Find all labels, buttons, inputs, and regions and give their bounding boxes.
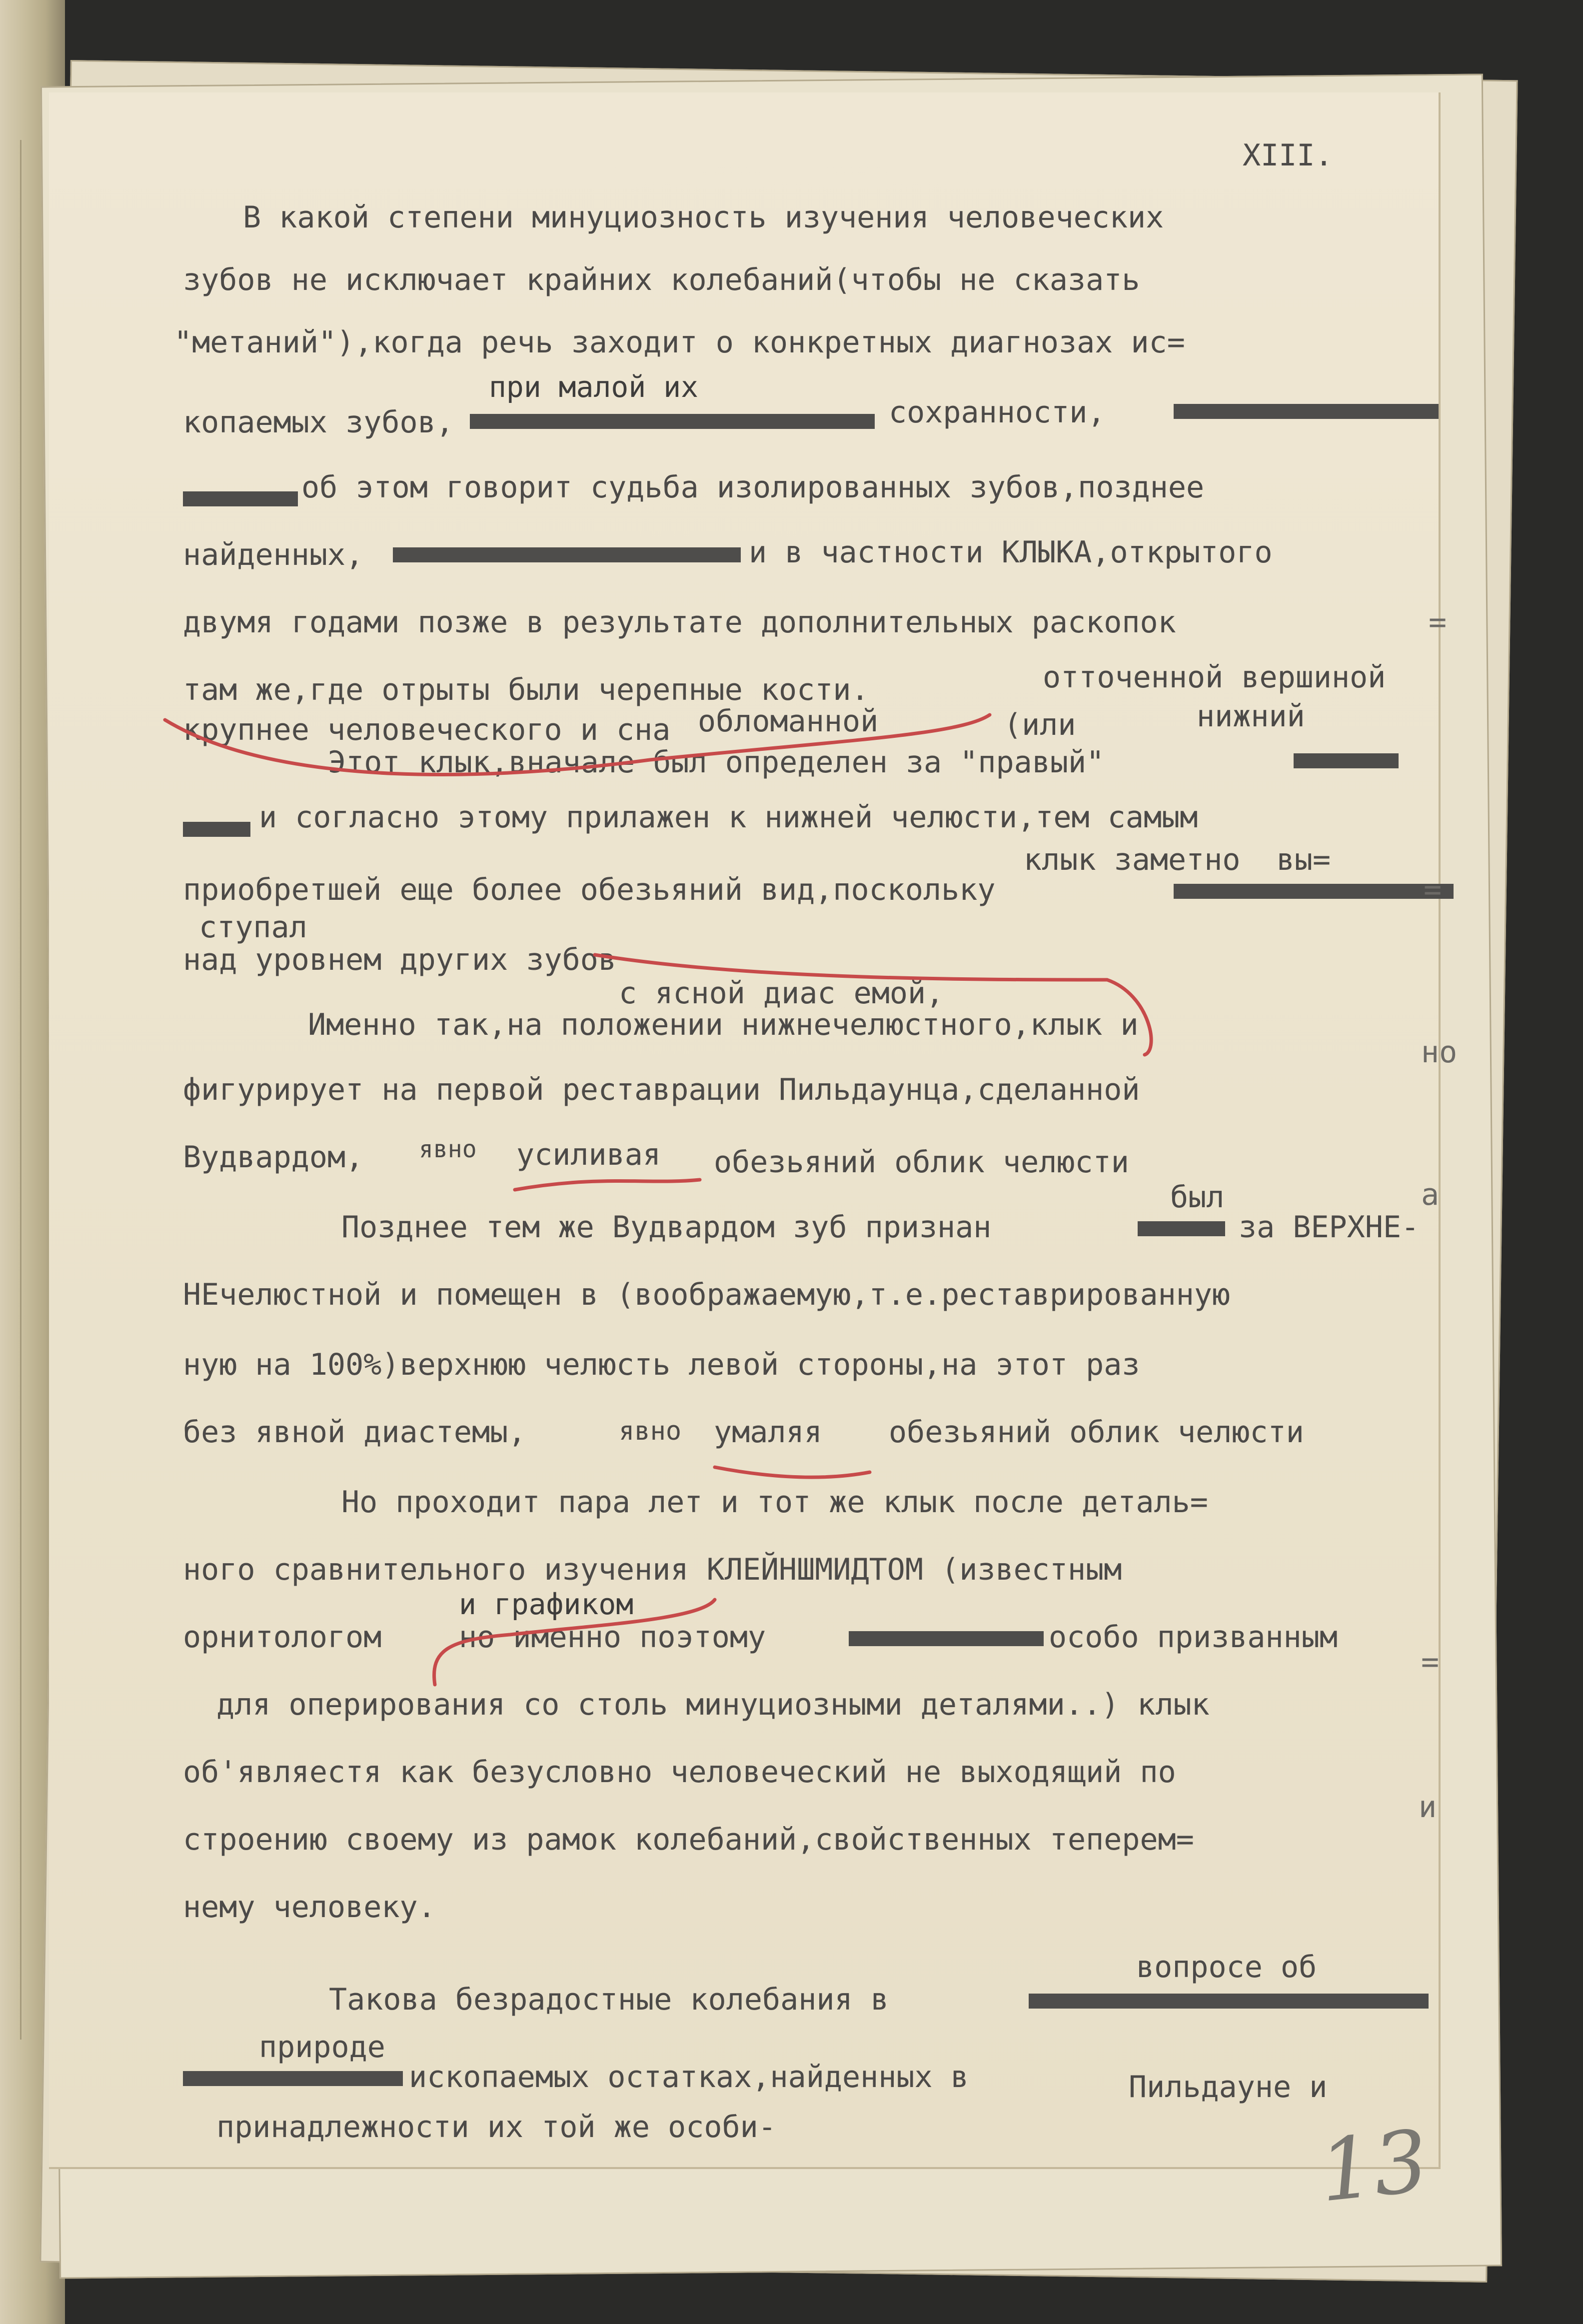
text-line-29a: ископаемых остатках,найденных в	[409, 2060, 969, 2095]
text-line-17-insert: был	[1170, 1180, 1225, 1215]
text-line-16b: явно	[419, 1135, 477, 1163]
text-line-3: "метаний"),когда речь заходит о конкретных диагнозах ис=	[174, 325, 1185, 360]
text-line-20a: без явной диастемы,	[183, 1415, 526, 1450]
text-line-9a: крупнее человеческого и сна	[183, 712, 671, 747]
text-line-30: принадлежности их той же особи-	[216, 2110, 776, 2145]
text-line-6a: найденных,	[183, 537, 364, 572]
strikeout	[1174, 404, 1439, 419]
strikeout	[183, 2071, 403, 2086]
strikeout	[1174, 884, 1454, 899]
text-line-9c: (или	[1004, 707, 1076, 742]
text-line-1: В какой степени минуциозность изучения человеческих	[243, 200, 1164, 235]
text-line-23b: но именно поэтому	[459, 1620, 766, 1655]
text-line-10: Этот клык,вначале был определен за "правый"	[328, 745, 1105, 780]
text-line-16a: Вудвардом,	[183, 1140, 364, 1175]
insertion-above-line-23: и графиком	[459, 1587, 634, 1621]
text-line-29b: Пильдауне и	[1129, 2070, 1328, 2105]
text-line-12-insert: клык заметно вы=	[1024, 842, 1331, 877]
strikeout	[1029, 1994, 1429, 2009]
text-line-15: фигурирует на первой реставрации Пильдаунца,сделанной	[183, 1072, 1140, 1107]
text-line-4a: копаемых зубов,	[183, 405, 454, 440]
text-line-17b: за ВЕРХНЕ-	[1239, 1210, 1420, 1245]
text-line-11: и согласно этому прилажен к нижней челюсти,тем самым	[259, 800, 1198, 835]
text-line-8b: отточенной вершиной	[1043, 660, 1386, 695]
fringe-edge	[20, 140, 21, 2040]
text-line-27: нему человеку.	[183, 1890, 436, 1925]
text-line-14: Именно так,на положении нижнечелюстного,клык и	[308, 1007, 1139, 1042]
text-line-9b: обломанной	[698, 704, 879, 739]
text-line-20d: обезьяний облик челюсти	[889, 1415, 1304, 1450]
text-line-5: об этом говорит судьба изолированных зубов,позднее	[301, 470, 1205, 505]
text-line-29-insert: природе	[259, 2030, 385, 2065]
text-line-28a: Такова безрадостные колебания в	[329, 1982, 889, 2017]
text-line-13a: над уровнем других зубов	[183, 942, 616, 977]
strikeout	[183, 822, 250, 837]
text-line-8a: там же,где отрыты были черепные кости.	[183, 672, 869, 707]
text-line-17a: Позднее тем же Вудвардом зуб признан	[341, 1210, 992, 1245]
strikeout	[1138, 1221, 1225, 1236]
strikeout	[1294, 753, 1399, 768]
text-line-12: приобретшей еще более обезьяний вид,поскольку	[183, 872, 996, 907]
margin-mark: =	[1424, 872, 1442, 907]
text-line-18: НЕчелюстной и помещен в (воображаемую,т.е.реставрированную	[183, 1277, 1231, 1312]
text-line-16d: обезьяний облик челюсти	[714, 1145, 1129, 1180]
insertion-above-line-4: при малой их	[489, 370, 699, 404]
text-line-26: строению своему из рамок колебаний,свойственных теперем=	[183, 1822, 1194, 1857]
text-line-4b: сохранности,	[889, 395, 1106, 430]
text-line-12-continued: ступал	[199, 910, 307, 945]
strikeout	[393, 547, 741, 562]
text-line-28-insert: вопросе об	[1136, 1950, 1317, 1985]
strikeout	[470, 414, 875, 429]
margin-mark: и	[1419, 1790, 1437, 1825]
text-line-23a: орнитологом	[183, 1620, 382, 1655]
text-line-2: зубов не исключает крайних колебаний(чтобы не сказать	[183, 262, 1140, 297]
text-line-24: для оперирования со столь минуциозными деталями..) клык	[216, 1687, 1210, 1722]
text-line-7: двумя годами позже в результате дополнительных раскопок	[183, 605, 1176, 640]
text-line-20c: умаляя	[714, 1415, 822, 1450]
margin-mark: =	[1421, 1645, 1440, 1680]
text-line-16c: усиливая	[516, 1137, 661, 1172]
text-line-6b: и в частности КЛЫКА,открытого	[749, 535, 1273, 570]
text-line-21: Но проходит пара лет и тот же клык после деталь=	[341, 1485, 1208, 1520]
page-label: XIII.	[1243, 138, 1333, 173]
margin-mark: а	[1421, 1177, 1440, 1212]
margin-mark: =	[1429, 605, 1447, 640]
typewritten-page	[49, 92, 1458, 2169]
folio-number: 13	[1315, 2112, 1433, 2222]
text-line-13b: с ясной диас емой,	[619, 976, 944, 1011]
strikeout	[849, 1631, 1044, 1646]
text-line-25: об'являестя как безусловно человеческий не выходящий по	[183, 1755, 1176, 1790]
text-line-20b: явно	[619, 1416, 682, 1446]
text-line-9d: нижний	[1197, 699, 1305, 734]
text-line-23c: особо призванным	[1049, 1620, 1338, 1655]
strikeout	[183, 491, 298, 506]
text-line-19: ную на 100%)верхнюю челюсть левой стороны,на этот раз	[183, 1347, 1140, 1382]
margin-mark: но	[1421, 1035, 1458, 1070]
text-line-22: ного сравнительного изучения КЛЕЙНШМИДТОМ (известным	[183, 1552, 1122, 1587]
